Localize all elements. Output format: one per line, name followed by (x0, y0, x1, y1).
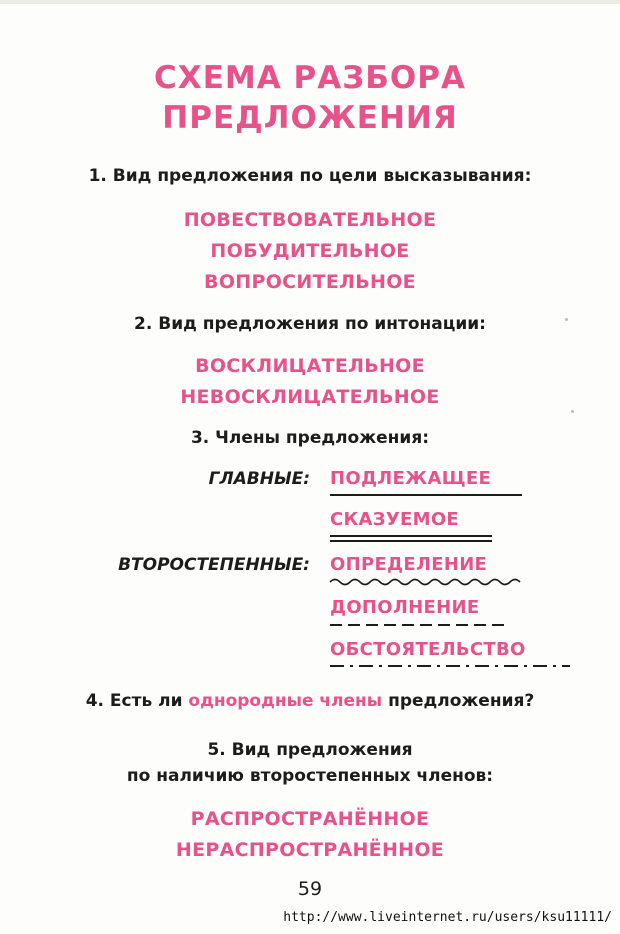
page-title-line1: СХЕМА РАЗБОРА (154, 60, 466, 96)
member-attribute: ОПРЕДЕЛЕНИЕ (330, 554, 488, 575)
main-members-label: ГЛАВНЫЕ: (208, 469, 310, 489)
member-predicate: СКАЗУЕМОЕ (330, 509, 460, 530)
member-subject: ПОДЛЕЖАЩЕЕ (330, 468, 492, 489)
secondary-members-label: ВТОРОСТЕПЕННЫЕ: (118, 555, 310, 575)
section1-item-interrogative: ВОПРОСИТЕЛЬНОЕ (204, 271, 416, 293)
page-number: 59 (297, 878, 323, 900)
footer-url: http://www.liveinternet.ru/users/ksu11111/ (283, 910, 612, 925)
scan-speck (571, 410, 574, 413)
section5-heading-line2: по наличию второстепенных членов: (126, 766, 494, 786)
section5-item-non-extended: НЕРАСПРОСТРАНЁННОЕ (175, 839, 445, 861)
section2-heading: 2. Вид предложения по интонации: (134, 314, 486, 334)
page-title-line2: ПРЕДЛОЖЕНИЯ (162, 100, 458, 136)
scan-speck (565, 318, 568, 321)
section4-prefix: 4. Есть ли (85, 691, 189, 711)
section3-heading: 3. Члены предложения: (190, 428, 430, 448)
attribute-underline (330, 580, 520, 585)
section4-suffix: предложения? (382, 691, 535, 711)
section2-item-non-exclamatory: НЕВОСКЛИЦАТЕЛЬНОЕ (180, 386, 440, 408)
member-object: ДОПОЛНЕНИЕ (330, 597, 480, 618)
member-adverbial: ОБСТОЯТЕЛЬСТВО (330, 639, 526, 660)
section5-item-extended: РАСПРОСТРАНЁННОЕ (190, 808, 430, 830)
section1-heading: 1. Вид предложения по цели высказывания: (88, 166, 532, 186)
section4-highlight: однородные члены (188, 691, 383, 711)
section5-heading-line1: 5. Вид предложения (207, 740, 413, 760)
section4-question (0, 689, 620, 713)
section1-item-narrative: ПОВЕСТВОВАТЕЛЬНОЕ (183, 209, 437, 231)
section2-item-exclamatory: ВОСКЛИЦАТЕЛЬНОЕ (195, 355, 425, 377)
section1-item-imperative: ПОБУДИТЕЛЬНОЕ (210, 240, 410, 262)
